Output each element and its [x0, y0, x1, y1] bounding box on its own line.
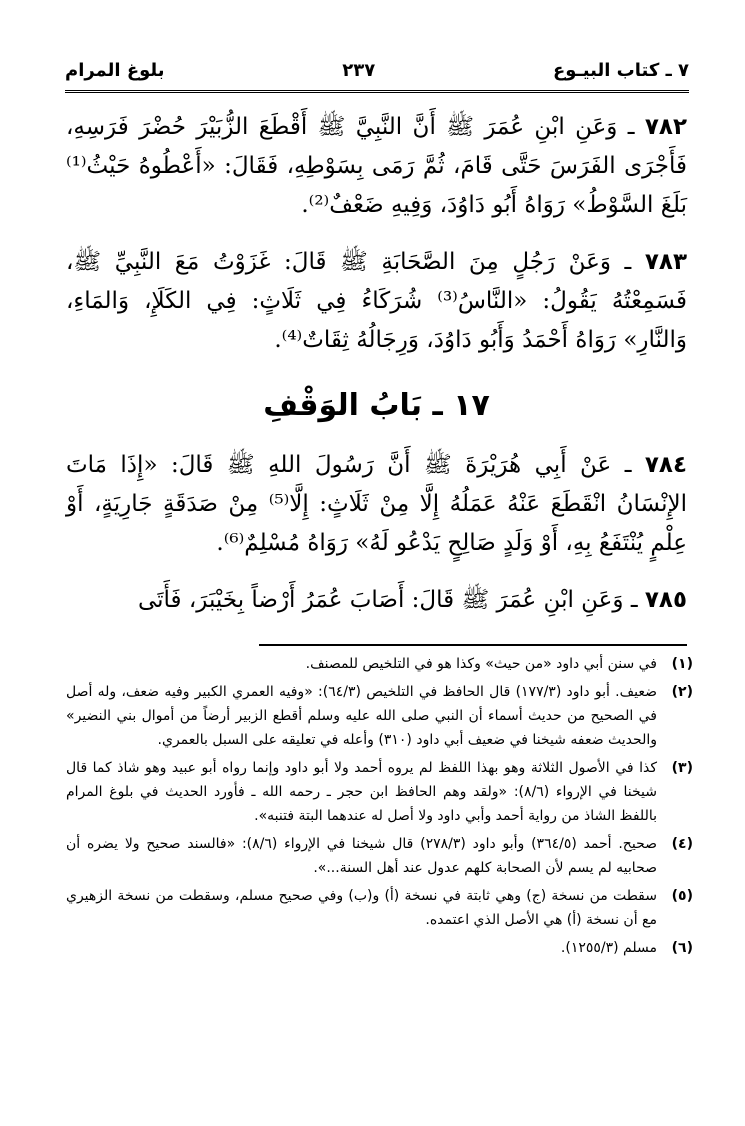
footnote: [66, 680, 693, 752]
footnotes: [66, 652, 693, 964]
footnote: [66, 884, 693, 932]
section-title: ١٧ ـ بَابُ الوَقْفِ: [263, 388, 490, 423]
hadith-text: ـ وَعَنْ رَجُلٍ مِنَ الصَّحَابَةِ ﷺ قَالَ: غَزَوْتُ مَعَ النَّبِيِّ ﷺ، فَسَمِعْتُهُ يَقُولُ: «النَّاسُ⁽³⁾ شُرَكَاءُ فِي ثَلَاثٍ: فِي الكَلَإِ، وَالمَاءِ، وَالنَّارِ» رَوَاهُ أَحْمَدُ وَأَبُو دَاوُدَ، وَرِجَالُهُ ثِقَاتٌ⁽⁴⁾.: [66, 249, 687, 353]
hadith-number: ٧٨٥: [644, 587, 687, 613]
footnote-text: مسلم (١٢٥٥/٣).: [560, 940, 657, 956]
chapter-title: ٧ ـ كتاب البيـوع: [553, 60, 689, 81]
main-text: [66, 108, 687, 638]
footnote-number: (٣): [671, 760, 693, 776]
footnote: [66, 652, 693, 676]
page-number: ٢٣٧: [342, 60, 376, 81]
footnote-number: (١): [671, 656, 693, 672]
hadith-paragraph: [66, 446, 687, 563]
footnote: [66, 936, 693, 960]
hadith-paragraph: [66, 108, 687, 225]
footnote: [66, 756, 693, 828]
hadith-number: ٧٨٢: [644, 114, 687, 140]
hadith-number: ٧٨٤: [644, 452, 688, 478]
book-title: بلوغ المرام: [65, 60, 165, 81]
footnote-number: (٢): [671, 684, 693, 700]
hadith-text: ـ وَعَنِ ابْنِ عُمَرَ ﷺ أَنَّ النَّبِيَّ ﷺ أَقْطَعَ الزُّبَيْرَ حُضْرَ فَرَسِهِ، فَأَجْرَى الفَرَسَ حَتَّى قَامَ، ثُمَّ رَمَى بِسَوْطِهِ، فَقَالَ: «أَعْطُوهُ حَيْثُ⁽¹⁾ بَلَغَ السَّوْطُ» رَوَاهُ أَبُو دَاوُدَ، وَفِيهِ ضَعْفٌ⁽²⁾.: [66, 114, 687, 218]
hadith-number: ٧٨٣: [644, 249, 687, 275]
hadith-paragraph: [66, 243, 687, 360]
footnote-divider: [259, 644, 687, 646]
footnote-number: (٤): [671, 836, 693, 852]
hadith-text: ـ وَعَنِ ابْنِ عُمَرَ ﷺ قَالَ: أَصَابَ عُمَرُ أَرْضاً بِخَيْبَرَ، فَأَتَى: [137, 587, 638, 613]
footnote-text: صحيح. أحمد (٣٦٤/٥) وأبو داود (٢٧٨/٣) قال شيخنا في الإرواء (٨/٦): «فالسند صحيح ولا يضره أن صحابيه لم يسم لأن الصحابة كلهم عدول عند أهل السنة...».: [66, 836, 657, 876]
footnote-text: في سنن أبي داود «من حيث» وكذا هو في التلخيص للمصنف.: [305, 656, 657, 672]
hadith-paragraph: [66, 581, 687, 620]
footnote-text: كذا في الأصول الثلاثة وهو بهذا اللفظ لم يروه أحمد ولا أبو داود وإنما رواه أبو عبيد وهو شاذ كما قال شيخنا في الإرواء (٨/٦): «ولقد وهم الحافظ ابن حجر ـ رحمه الله ـ فأورد الحديث في بلوغ المرام باللفظ الشاذ من رواية أحمد وأبي داود ولا أصل له عندهما البتة فتنبه».: [66, 760, 657, 824]
hadith-text: ـ عَنْ أَبِي هُرَيْرَةَ ﷺ أَنَّ رَسُولَ اللهِ ﷺ قَالَ: «إِذَا مَاتَ الإِنْسَانُ انْقَطَعَ عَنْهُ عَمَلُهُ إِلَّا مِنْ ثَلَاثٍ: إِلَّا⁽⁵⁾ مِنْ صَدَقَةٍ جَارِيَةٍ، أَوْ عِلْمٍ يُنْتَفَعُ بِهِ، أَوْ وَلَدٍ صَالِحٍ يَدْعُو لَهُ» رَوَاهُ مُسْلِمٌ⁽⁶⁾.: [66, 452, 687, 556]
footnote-text: ضعيف. أبو داود (١٧٧/٣) قال الحافظ في التلخيص (٦٤/٣): «وفيه العمري الكبير وفيه ضعف، وله أصل في الصحيح من حديث أسماء أن النبي صلى الله عليه وسلم أقطع الزبير أرضاً من أموال بني النضير» والحديث ضعفه شيخنا في ضعيف أبي داود (٣١٠) وأعله في تعليقه على السبل بالعمري.: [66, 684, 657, 748]
footnote: [66, 832, 693, 880]
footnote-number: (٥): [671, 888, 693, 904]
running-header: [65, 52, 689, 93]
footnote-text: سقطت من نسخة (ج) وهي ثابتة في نسخة (أ) و(ب) وفي صحيح مسلم، وسقطت من نسخة الزهيري مع أن نسخة (أ) هي الأصل الذي اعتمده.: [66, 888, 657, 928]
footnote-number: (٦): [671, 940, 693, 956]
